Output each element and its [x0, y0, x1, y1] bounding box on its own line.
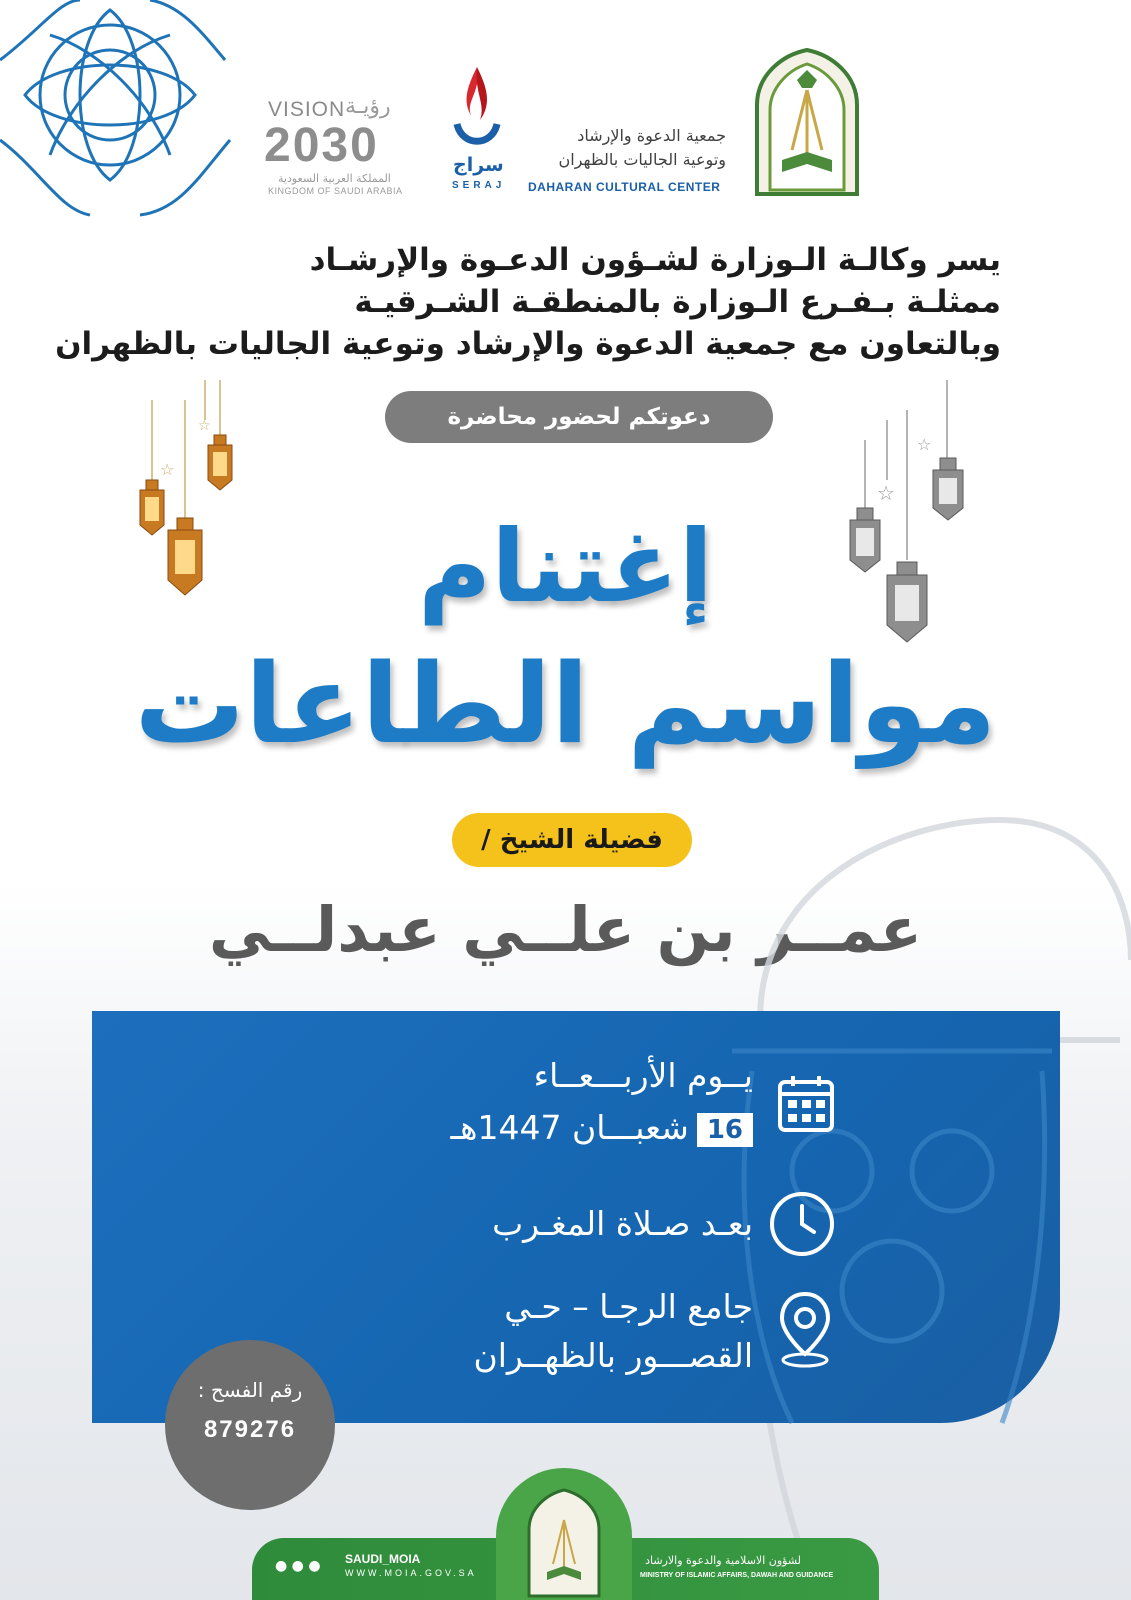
event-day: يــوم الأربـــعــاء — [533, 1056, 753, 1095]
invite-label: دعوتكم لحضور محاضرة — [385, 391, 773, 443]
svg-text:☆: ☆ — [160, 460, 175, 479]
event-title-line1: إغتنام — [417, 508, 714, 625]
facebook-icon[interactable]: ● — [308, 1558, 321, 1574]
vision-kingdom-arabic: المملكة العربية السعودية — [278, 172, 391, 185]
vision-2030-number: 2030 — [264, 119, 379, 172]
sheikh-label: فضيلة الشيخ / — [452, 813, 692, 867]
ornament-icon — [0, 0, 240, 230]
seraj-flame-icon — [452, 62, 502, 152]
instagram-icon[interactable]: ● — [291, 1558, 304, 1574]
calendar-icon — [777, 1074, 835, 1134]
seraj-english: SERAJ — [452, 180, 506, 191]
location-pin-icon — [776, 1290, 834, 1370]
event-date-day: 16 — [697, 1113, 753, 1147]
permit-number-badge — [165, 1340, 335, 1510]
ministry-emblem-icon — [752, 50, 862, 194]
svg-text:☆: ☆ — [198, 418, 211, 434]
footer-ministry-arabic: لشؤون الاسلامية والدعوة والارشاد — [645, 1554, 801, 1567]
intro-line-3: وبالتعاون مع جمعية الدعوة والإرشاد وتوعية الجاليات بالظهران — [55, 326, 1001, 362]
intro-line-2: ممثلـة بـفـرع الـوزارة بالمنطقـة الشـرقيـة — [354, 284, 1001, 320]
permit-number: 879276 — [203, 1416, 297, 1443]
association-name-line2: وتوعية الجاليات بالظهران — [558, 150, 726, 169]
vision-kingdom-english: KINGDOM OF SAUDI ARABIA — [268, 186, 403, 196]
twitter-icon[interactable]: ● — [275, 1558, 288, 1574]
permit-label: رقم الفسح : — [197, 1378, 303, 1402]
vision-2030-label: VISION — [268, 98, 346, 121]
event-location-line2: القصـــور بالظهــران — [473, 1336, 753, 1375]
svg-text:☆: ☆ — [917, 435, 932, 454]
footer-website[interactable]: WWW.MOIA.GOV.SA — [345, 1568, 477, 1578]
footer-ministry-english: MINISTRY OF ISLAMIC AFFAIRS, DAWAH AND GUIDANCE — [640, 1572, 834, 1579]
sheikh-name: عمــر بن علــي عبدلــي — [208, 893, 923, 966]
social-icons — [275, 1558, 321, 1574]
event-location-line1: جامع الرجـا – حـي — [504, 1287, 753, 1326]
association-name-line1: جمعية الدعوة والإرشاد — [577, 126, 726, 145]
event-time: بعـد صـلاة المغـرب — [492, 1204, 753, 1243]
seraj-arabic: سراج — [453, 154, 504, 176]
clock-icon — [768, 1190, 836, 1258]
footer-handle: SAUDI_MOIA — [345, 1552, 421, 1566]
background-lantern-shadow-icon — [712, 1011, 1060, 1423]
svg-text:☆: ☆ — [877, 481, 895, 505]
vision-2030-arabic: رؤيـة — [345, 94, 391, 119]
association-name-english: DAHARAN CULTURAL CENTER — [528, 180, 721, 194]
footer-ministry-emblem-icon — [525, 1490, 603, 1596]
event-date-month-year: شعبـــان 1447هـ — [450, 1108, 689, 1147]
intro-line-1: يسر وكالـة الـوزارة لشـؤون الدعـوة والإرشـاد — [309, 242, 1001, 278]
event-title-line2: مواسم الطاعات — [134, 640, 997, 768]
event-date — [450, 1108, 753, 1147]
